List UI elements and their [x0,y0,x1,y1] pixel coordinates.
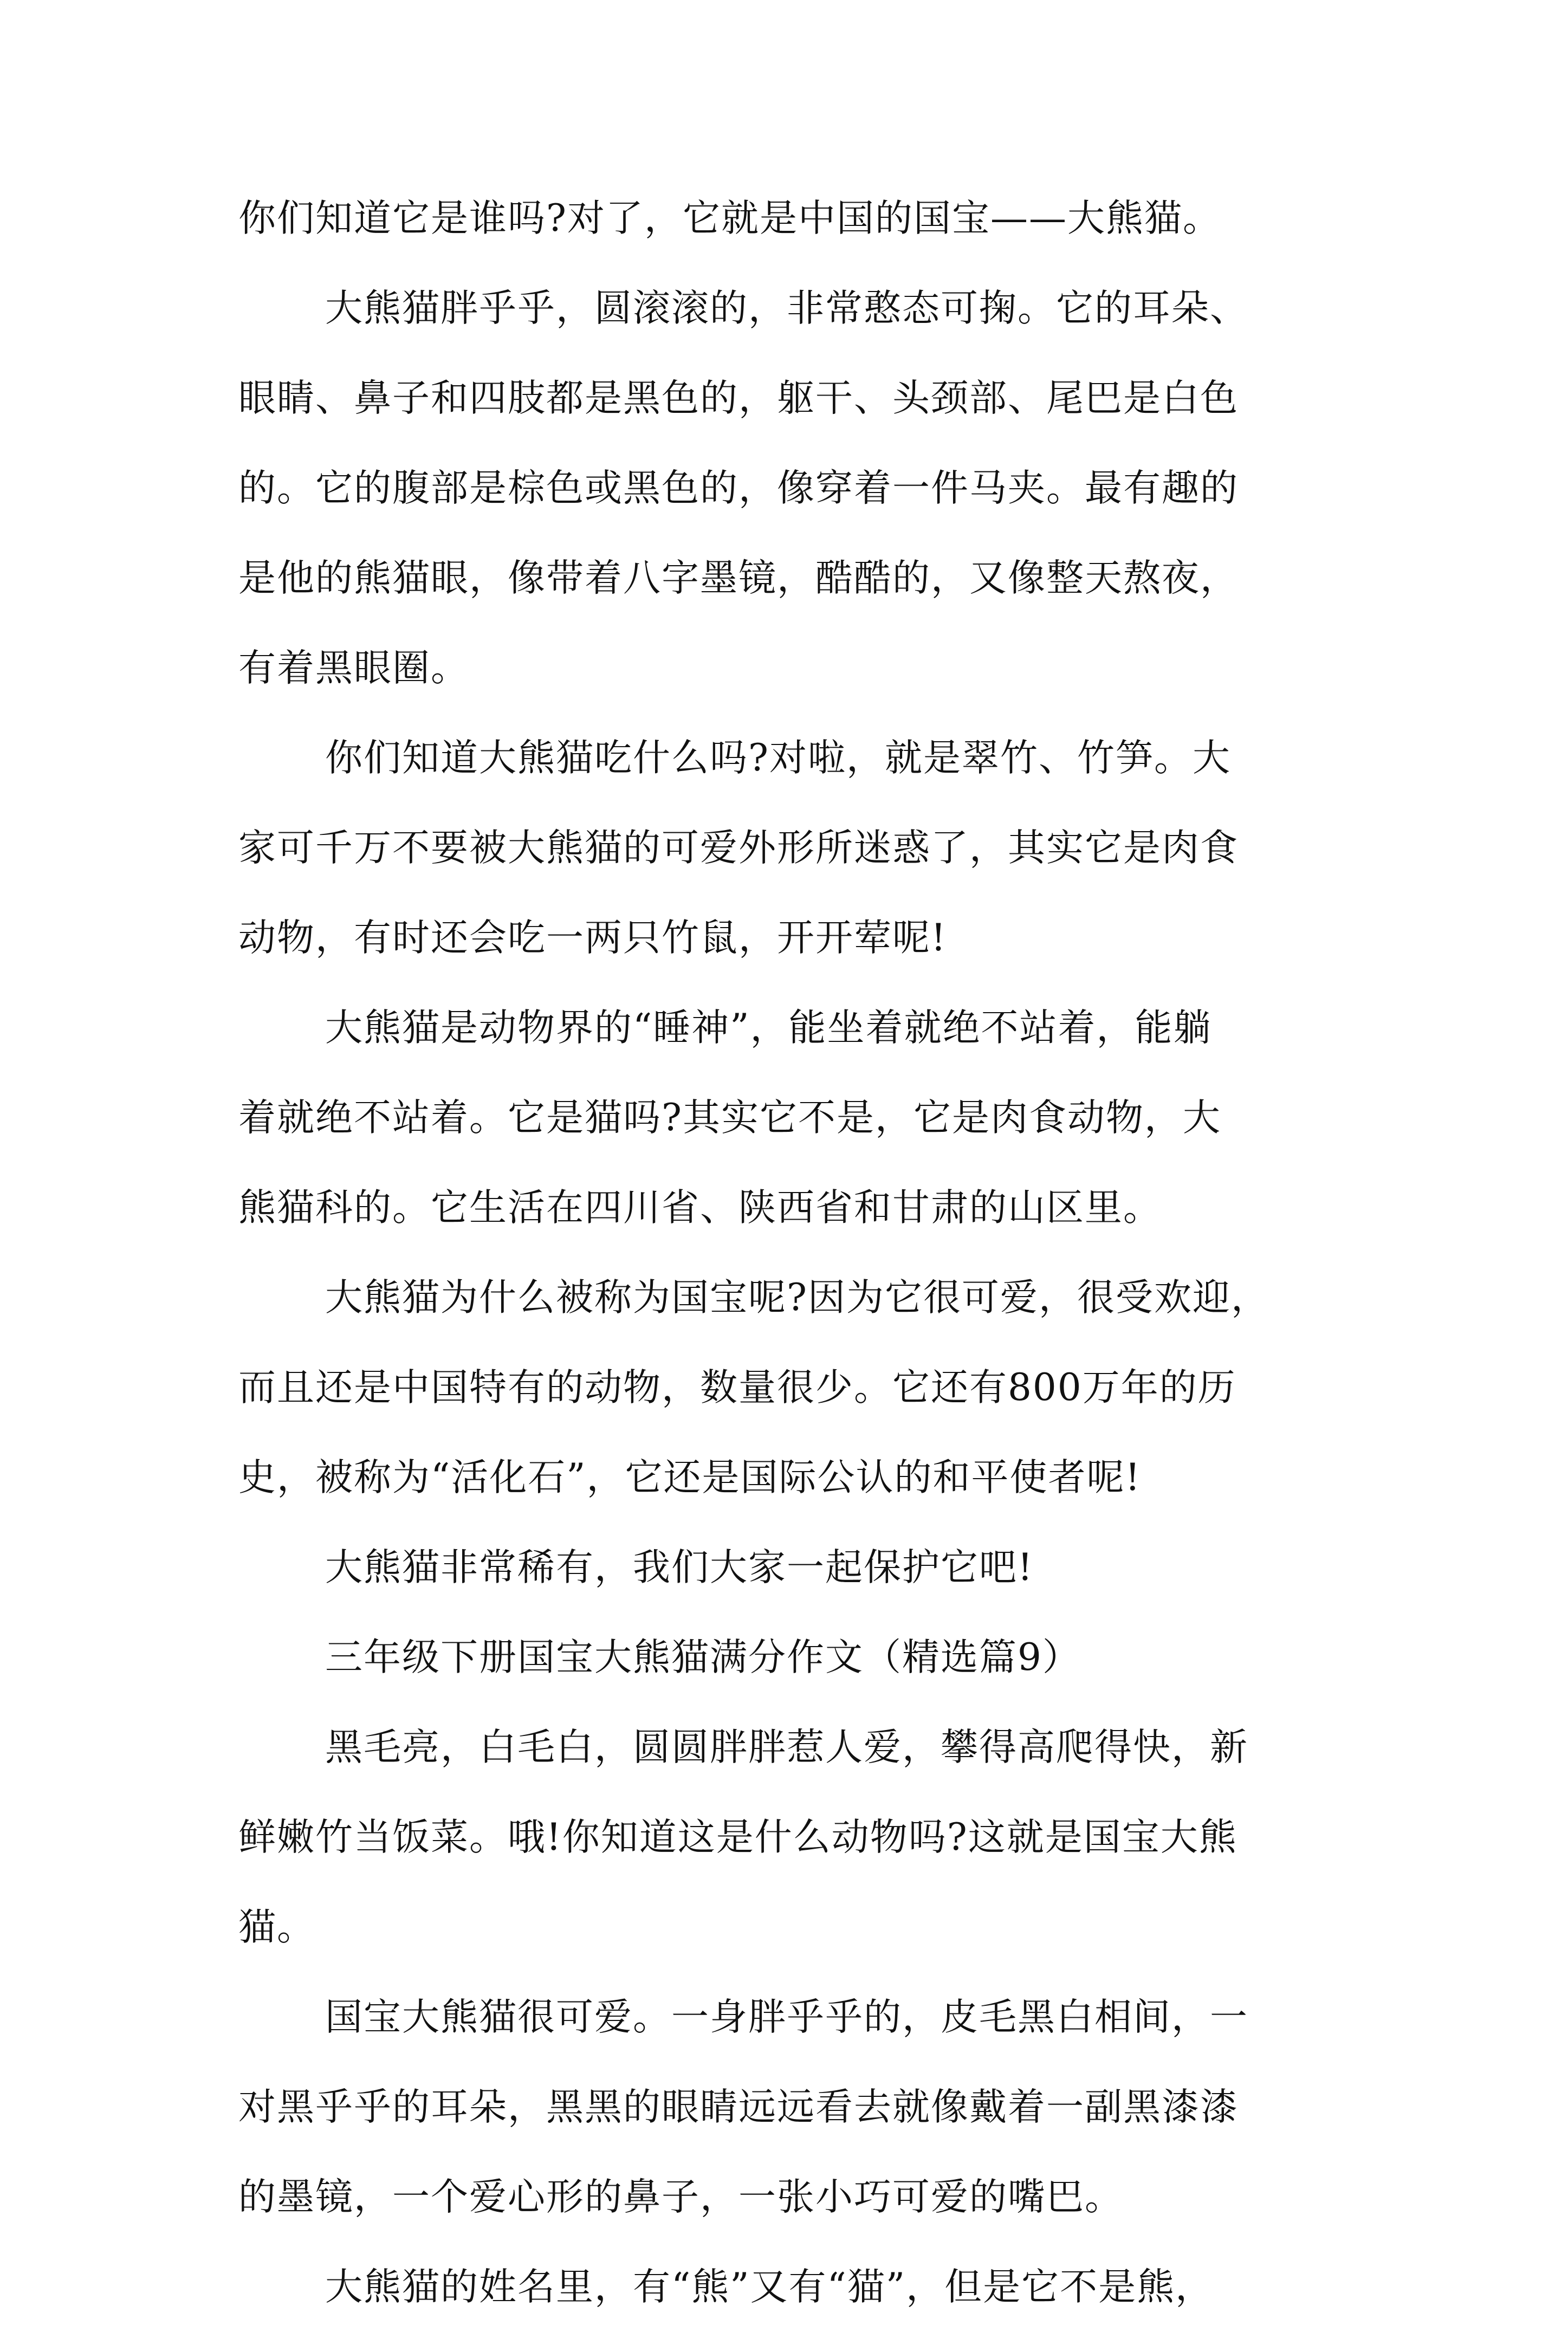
text-line: 是他的熊猫眼，像带着八字墨镜，酷酷的，又像整天熬夜， [238,556,1239,600]
text-line: 大熊猫的姓名里，有“熊”又有“猫”，但是它不是熊， [325,2265,1214,2309]
text-line: 家可千万不要被大熊猫的可爱外形所迷惑了，其实它是肉食 [238,826,1239,870]
text-line: 大熊猫非常稀有，我们大家一起保护它吧! [325,1546,1034,1589]
text-line: 猫。 [238,1906,315,1949]
section-heading: 三年级下册国宝大熊猫满分作文（精选篇9） [325,1636,1081,1679]
text-line: 国宝大熊猫很可爱。一身胖乎乎的，皮毛黑白相间，一 [325,1996,1248,2039]
text-line: 而且还是中国特有的动物，数量很少。它还有800万年的历 [238,1366,1236,1409]
text-line: 的墨镜，一个爱心形的鼻子，一张小巧可爱的嘴巴。 [238,2175,1123,2219]
text-line: 你们知道它是谁吗?对了，它就是中国的国宝——大熊猫。 [238,197,1221,240]
text-line: 史，被称为“活化石”，它还是国际公认的和平使者呢! [238,1456,1142,1499]
text-line: 鲜嫩竹当饭菜。哦!你知道这是什么动物吗?这就是国宝大熊 [238,1816,1237,1859]
text-line: 眼睛、鼻子和四肢都是黑色的，躯干、头颈部、尾巴是白色 [238,377,1239,420]
essay-body [238,173,1376,2332]
text-line: 着就绝不站着。它是猫吗?其实它不是，它是肉食动物，大 [238,1096,1221,1139]
text-line: 的。它的腹部是棕色或黑色的，像穿着一件马夹。最有趣的 [238,467,1239,510]
text-line: 有着黑眼圈。 [238,646,469,690]
text-line: 动物，有时还会吃一两只竹鼠，开开荤呢! [238,916,947,960]
text-line: 你们知道大熊猫吃什么吗?对啦，就是翠竹、竹笋。大 [325,736,1231,780]
text-line: 熊猫科的。它生活在四川省、陕西省和甘肃的山区里。 [238,1186,1162,1229]
text-line: 大熊猫胖乎乎，圆滚滚的，非常憨态可掬。它的耳朵、 [325,287,1248,330]
text-line: 对黑乎乎的耳朵，黑黑的眼睛远远看去就像戴着一副黑漆漆 [238,2085,1239,2129]
text-line: 大熊猫为什么被称为国宝呢?因为它很可爱，很受欢迎， [325,1276,1269,1319]
text-line: 大熊猫是动物界的“睡神”，能坐着就绝不站着，能躺 [325,1006,1212,1050]
text-line: 黑毛亮，白毛白，圆圆胖胖惹人爱，攀得高爬得快，新 [325,1726,1248,1769]
